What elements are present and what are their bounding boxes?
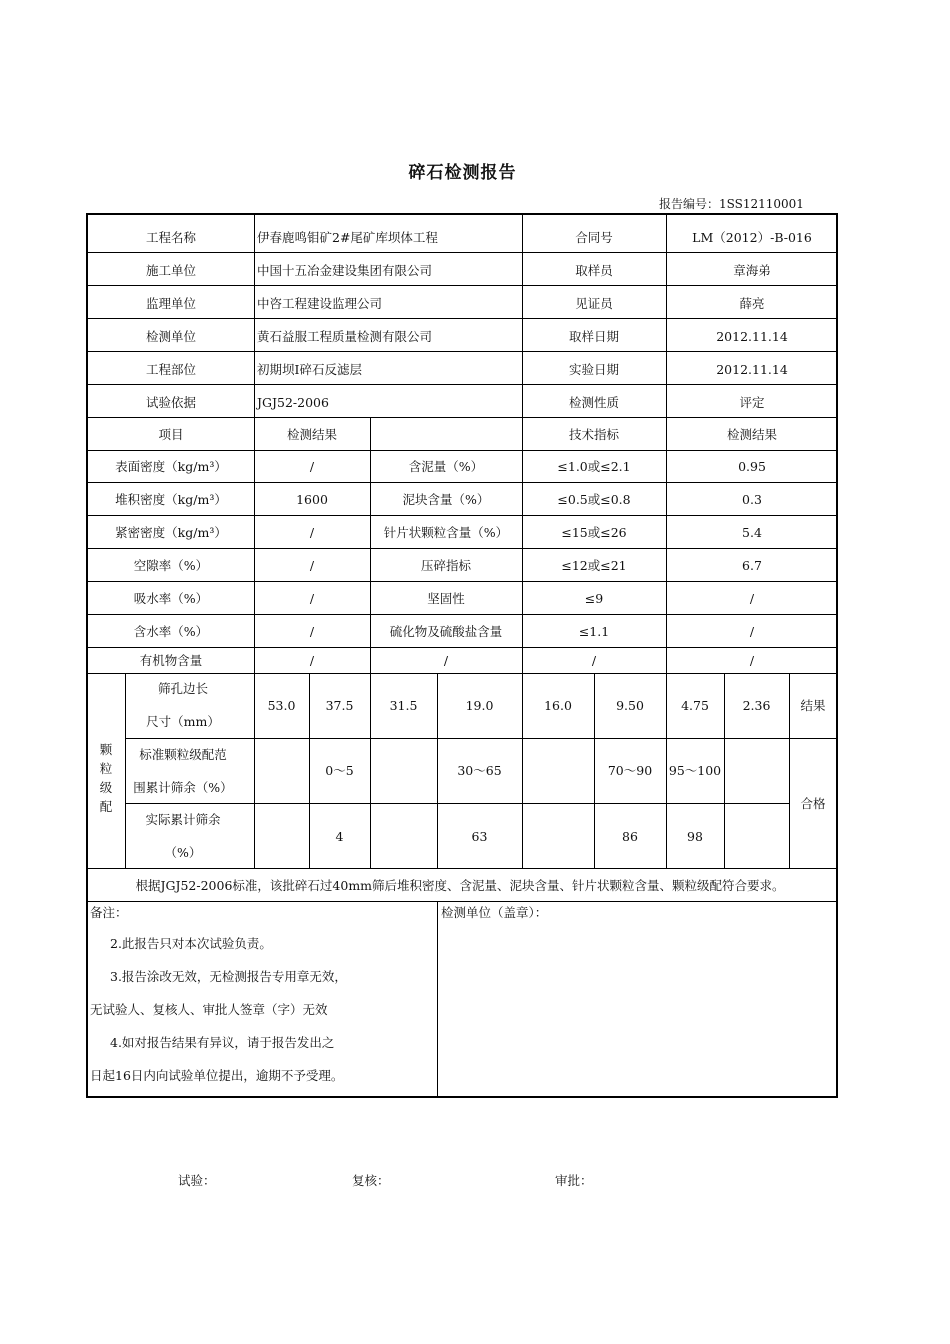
test-item: 吸水率（%） [133,590,209,606]
sieve-size: 16.0 [544,697,572,713]
info-label: 试验依据 [145,394,197,410]
test-result: / [309,458,315,474]
grid-vline [370,417,371,673]
remark-line: 日起16日内向试验单位提出，逾期不予受理。 [90,1067,344,1083]
info-value: 初期坝I碎石反滤层 [257,361,362,377]
test-item2: 泥块含量（%） [402,491,490,507]
grid-vline [125,673,126,868]
grid-vline [437,901,438,1096]
grading-result-header: 结果 [800,697,826,713]
test-item2: 含泥量（%） [408,458,484,474]
grid-hline [87,614,837,615]
test-item2: / [443,652,449,668]
sieve-size: 9.50 [616,697,644,713]
test-item2: 硫化物及硫酸盐含量 [389,623,503,639]
info-label: 工程部位 [145,361,197,377]
test-spec: ≤15或≤26 [561,524,627,540]
grid-vline [254,673,255,868]
sieve-size: 31.5 [389,697,418,713]
grid-vline [666,215,667,417]
grid-vline [522,215,523,417]
actual-label: （%） [164,844,202,860]
remark-line: 4.如对报告结果有异议，请于报告发出之 [110,1034,335,1050]
info-label: 施工单位 [145,262,197,278]
grid-vline [309,673,310,868]
grid-vline [254,215,255,417]
test-result: / [309,524,315,540]
info-label: 实验日期 [568,361,620,377]
sieve-size: 37.5 [325,697,354,713]
sieve-size: 2.36 [742,697,771,713]
stamp-label: 检测单位（盖章）： [441,904,548,920]
grid-hline [87,515,837,516]
report-title: 碎石检测报告 [408,163,517,183]
test-item2: 坚固性 [427,590,465,606]
actual-value: 63 [471,828,488,844]
test-result: / [309,652,315,668]
test-spec: ≤1.0或≤2.1 [557,458,631,474]
report-number: 报告编号：1SS12110001 [659,197,804,211]
test-result2: 0.3 [742,491,762,507]
remarks-heading: 备注： [90,904,128,920]
grid-hline [87,450,837,451]
grid-vline [370,673,371,868]
info-label: 检测性质 [568,394,620,410]
info-label: 监理单位 [145,295,197,311]
test-item: 含水率（%） [133,623,209,639]
actual-value: 86 [622,828,638,844]
test-header-result: 检测结果 [286,426,338,442]
std-value: 0～5 [325,762,354,778]
grid-hline [125,803,789,804]
remark-line: 3.报告涂改无效，无检测报告专用章无效， [110,968,347,984]
test-header-spec: 技术指标 [568,426,620,442]
info-value: LM（2012）-B-016 [692,229,812,245]
info-label: 工程名称 [145,229,197,245]
grid-vline [594,673,595,868]
info-value: 章海弟 [733,262,771,278]
signature-approve: 审批： [555,1173,593,1188]
grid-vline [789,673,790,868]
grid-hline [87,384,837,385]
grid-hline [87,647,837,648]
test-spec: / [591,652,597,668]
grading-side-label: 颗粒级配 [99,742,113,814]
info-value: 2012.11.14 [716,328,788,344]
grid-vline [724,673,725,868]
info-label: 合同号 [575,229,613,245]
test-result2: / [749,652,755,668]
test-item: 有机物含量 [139,652,203,668]
grid-vline [522,417,523,673]
grid-vline [254,417,255,673]
grid-hline [125,738,789,739]
test-result2: / [749,590,755,606]
std-value: 30～65 [457,762,502,778]
remark-line: 2.此报告只对本次试验负责。 [110,935,272,951]
grid-vline [666,673,667,868]
sieve-size: 19.0 [465,697,494,713]
info-value: JGJ52-2006 [257,394,329,410]
sieve-size: 53.0 [267,697,296,713]
test-header-item: 项目 [158,426,184,442]
test-result: / [309,623,315,639]
test-item2: 压碎指标 [420,557,472,573]
test-item: 堆积密度（kg/m³） [115,491,227,507]
actual-label: 实际累计筛余 [145,811,221,827]
grid-vline [666,417,667,673]
test-item: 空隙率（%） [133,557,209,573]
test-result: / [309,590,315,606]
actual-value: 98 [687,828,703,844]
info-label: 检测单位 [145,328,197,344]
test-result2: / [749,623,755,639]
grid-hline [87,548,837,549]
grid-hline [87,318,837,319]
info-value: 2012.11.14 [716,361,788,377]
actual-value: 4 [335,828,344,844]
grid-hline [87,252,837,253]
grid-hline [87,351,837,352]
signature-test: 试验： [178,1173,216,1188]
grading-result: 合格 [800,795,826,811]
signature-review: 复核： [352,1173,390,1188]
grid-hline [87,417,837,418]
test-item2: 针片状颗粒含量（%） [383,524,509,540]
test-spec: ≤9 [584,590,604,606]
std-label: 标准颗粒级配范 [139,746,227,762]
test-result2: 0.95 [738,458,766,474]
grid-hline [87,868,837,869]
std-value: 70～90 [607,762,653,778]
test-spec: ≤0.5或≤0.8 [557,491,631,507]
grid-hline [87,285,837,286]
test-result2: 6.7 [742,557,762,573]
std-value: 95～100 [668,762,722,778]
grid-hline [87,482,837,483]
sieve-size: 4.75 [681,697,709,713]
info-value: 评定 [739,394,765,410]
test-spec: ≤1.1 [578,623,610,639]
sieve-label: 筛孔边长 [157,680,209,696]
grid-vline [437,673,438,868]
test-result: / [309,557,315,573]
test-spec: ≤12或≤21 [561,557,627,573]
test-item: 紧密密度（kg/m³） [115,524,227,540]
info-label: 取样日期 [568,328,620,344]
grid-vline [522,673,523,868]
info-value: 中国十五冶金建设集团有限公司 [257,262,433,278]
test-result2: 5.4 [742,524,762,540]
grid-hline [87,581,837,582]
conclusion-text: 根据JGJ52-2006标准，该批碎石过40mm筛后堆积密度、含泥量、泥块含量、针片状颗粒含量、颗粒级配符合要求。 [135,877,785,893]
test-result: 1600 [296,491,328,507]
info-value: 薛亮 [739,295,765,311]
grid-hline [87,901,837,902]
test-header-result2: 检测结果 [726,426,778,442]
remark-line: 无试验人、复核人、审批人签章（字）无效 [90,1001,328,1017]
info-value: 中咨工程建设监理公司 [257,295,383,311]
info-value: 伊春鹿鸣钼矿2#尾矿库坝体工程 [257,229,438,245]
info-label: 取样员 [575,262,613,278]
std-label: 围累计筛余（%） [133,779,233,795]
sieve-label: 尺寸（mm） [146,713,220,729]
info-label: 见证员 [575,295,613,311]
grid-hline [789,738,837,739]
info-value: 黄石益服工程质量检测有限公司 [257,328,433,344]
test-item: 表面密度（kg/m³） [115,458,227,474]
